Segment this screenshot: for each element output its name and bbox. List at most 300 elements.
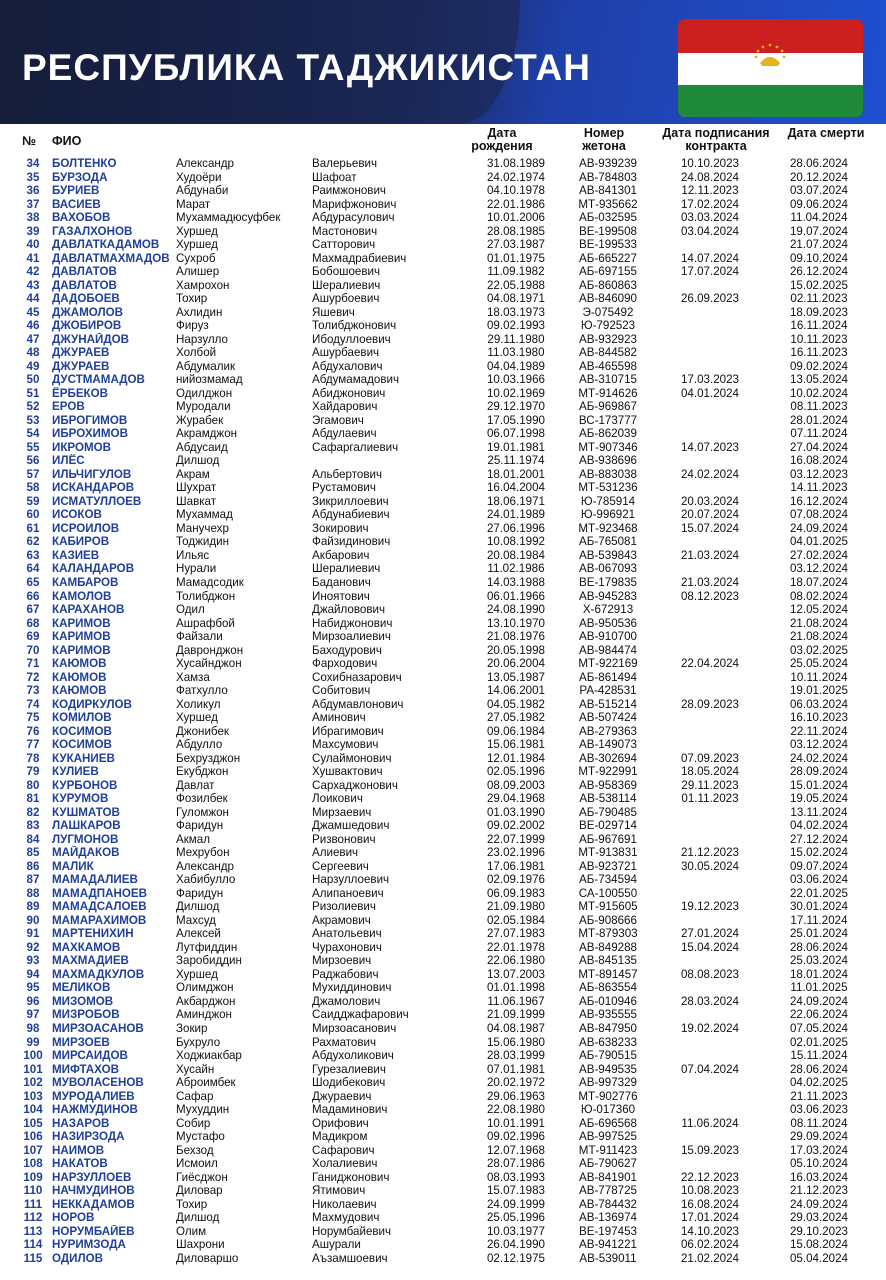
patronymic: Акрамович bbox=[312, 913, 371, 927]
first-name: Фируз bbox=[176, 319, 209, 333]
table-row bbox=[14, 927, 870, 941]
row-number: 105 bbox=[23, 1116, 43, 1130]
last-name: ИСРОИЛОВ bbox=[52, 521, 120, 535]
patronymic: Ризолиевич bbox=[312, 900, 376, 914]
patronymic: Раимжонович bbox=[312, 184, 386, 198]
death-date: 29.10.2023 bbox=[789, 1224, 849, 1238]
col-header-death: Дата смерти bbox=[787, 126, 865, 140]
row-number: 50 bbox=[26, 373, 40, 387]
last-name: КАЮМОВ bbox=[52, 670, 107, 684]
token-number: АВ-149073 bbox=[578, 738, 637, 752]
death-date: 30.01.2024 bbox=[789, 900, 849, 914]
contract-date: 14.07.2023 bbox=[680, 440, 740, 454]
death-date: 15.02.2025 bbox=[789, 278, 849, 292]
patronymic: Баходурович bbox=[312, 643, 382, 657]
contract-date bbox=[652, 427, 768, 441]
row-number: 44 bbox=[26, 292, 40, 306]
table-row bbox=[14, 968, 870, 982]
patronymic: Абдунабиевич bbox=[312, 508, 390, 522]
first-name: Фозилбек bbox=[176, 792, 228, 806]
table-row bbox=[14, 1171, 870, 1185]
death-date: 11.04.2024 bbox=[790, 211, 848, 225]
birth-date: 22.01.1986 bbox=[486, 197, 546, 211]
table-row bbox=[14, 806, 870, 820]
contract-date bbox=[652, 671, 768, 685]
patronymic: Мадаминович bbox=[312, 1103, 388, 1117]
patronymic: Альбертович bbox=[312, 467, 382, 481]
last-name: ДЖУРАЕВ bbox=[52, 359, 110, 373]
row-number: 48 bbox=[26, 346, 40, 360]
death-date: 22.01.2025 bbox=[789, 886, 849, 900]
first-name: Сафар bbox=[176, 1089, 214, 1103]
last-name: КУЛИЕВ bbox=[52, 765, 99, 779]
last-name: ИСОКОВ bbox=[52, 508, 102, 522]
col-header-token: Номер жетона bbox=[582, 126, 626, 153]
patronymic: Ятимович bbox=[312, 1184, 366, 1198]
last-name: ВАХОБОВ bbox=[52, 211, 111, 225]
death-date: 09.10.2024 bbox=[789, 251, 849, 265]
table-row bbox=[14, 252, 870, 266]
casualty-table bbox=[14, 157, 870, 1265]
death-date: 22.06.2024 bbox=[789, 1008, 849, 1022]
row-number: 70 bbox=[26, 643, 40, 657]
birth-date: 09.02.1996 bbox=[486, 1130, 546, 1144]
first-name: Файзали bbox=[176, 630, 223, 644]
contract-date: 21.03.2024 bbox=[680, 548, 740, 562]
contract-date: 22.04.2024 bbox=[680, 657, 740, 671]
token-number: АВ-923721 bbox=[578, 859, 637, 873]
patronymic: Абиджонович bbox=[312, 386, 386, 400]
birth-date: 06.09.1983 bbox=[486, 886, 546, 900]
table-row bbox=[14, 306, 870, 320]
last-name: ЛУГМОНОВ bbox=[52, 832, 119, 846]
contract-date bbox=[652, 630, 768, 644]
birth-date: 27.05.1982 bbox=[486, 711, 546, 725]
row-number: 73 bbox=[26, 684, 40, 698]
death-date: 28.01.2024 bbox=[789, 413, 849, 427]
token-number: АВ-939239 bbox=[578, 157, 637, 170]
token-number: АВ-302694 bbox=[578, 751, 637, 765]
contract-date bbox=[652, 1090, 768, 1104]
row-number: 77 bbox=[26, 738, 40, 752]
header-banner bbox=[0, 0, 886, 124]
last-name: КОСИМОВ bbox=[52, 724, 112, 738]
contract-date: 28.09.2023 bbox=[680, 697, 740, 711]
patronymic: Махсумович bbox=[312, 738, 379, 752]
death-date: 14.11.2023 bbox=[790, 481, 848, 495]
death-date: 06.03.2024 bbox=[789, 697, 849, 711]
patronymic: Шодибекович bbox=[312, 1076, 386, 1090]
token-number: АБ-697155 bbox=[579, 265, 637, 279]
first-name: Хусайнджон bbox=[176, 657, 242, 671]
contract-date: 06.02.2024 bbox=[680, 1238, 740, 1252]
table-row bbox=[14, 292, 870, 306]
death-date: 03.07.2024 bbox=[789, 184, 849, 198]
first-name: Абдусаид bbox=[176, 440, 228, 454]
patronymic: Алипаноевич bbox=[312, 886, 384, 900]
patronymic: Мастонович bbox=[312, 224, 378, 238]
last-name: БОЛТЕНКО bbox=[52, 157, 117, 170]
birth-date: 10.03.1966 bbox=[486, 373, 546, 387]
birth-date: 17.05.1990 bbox=[486, 413, 546, 427]
birth-date: 01.01.1998 bbox=[486, 981, 546, 995]
death-date: 17.03.2024 bbox=[789, 1143, 849, 1157]
birth-date: 02.05.1996 bbox=[486, 765, 546, 779]
contract-date: 21.12.2023 bbox=[680, 846, 740, 860]
contract-date bbox=[652, 333, 768, 347]
contract-date bbox=[652, 319, 768, 333]
last-name: ДЖАМОЛОВ bbox=[52, 305, 124, 319]
contract-date: 07.09.2023 bbox=[680, 751, 740, 765]
row-number: 62 bbox=[26, 535, 40, 549]
row-number: 83 bbox=[26, 819, 40, 833]
table-row bbox=[14, 414, 870, 428]
token-number: МТ-531236 bbox=[578, 481, 638, 495]
birth-date: 10.08.1992 bbox=[486, 535, 546, 549]
birth-date: 29.06.1963 bbox=[486, 1089, 546, 1103]
contract-date bbox=[652, 806, 768, 820]
table-row bbox=[14, 603, 870, 617]
first-name: Мухаммадюсуфбек bbox=[176, 211, 281, 225]
table-row bbox=[14, 184, 870, 198]
contract-date bbox=[652, 454, 768, 468]
last-name: ДАВЛАТОВ bbox=[52, 278, 117, 292]
last-name: ДАДОБОЕВ bbox=[52, 292, 120, 306]
table-row bbox=[14, 630, 870, 644]
birth-date: 02.12.1975 bbox=[486, 1251, 546, 1265]
token-number: АВ-279363 bbox=[578, 724, 637, 738]
first-name: Аминджон bbox=[176, 1008, 232, 1022]
first-name: Тоджидин bbox=[176, 535, 230, 549]
row-number: 115 bbox=[23, 1251, 43, 1265]
contract-date bbox=[652, 833, 768, 847]
table-row bbox=[14, 373, 870, 387]
first-name: Собир bbox=[176, 1116, 211, 1130]
table-row bbox=[14, 495, 870, 509]
death-date: 29.09.2024 bbox=[789, 1130, 849, 1144]
table-row bbox=[14, 684, 870, 698]
patronymic: Джамолович bbox=[312, 994, 381, 1008]
last-name: ВАСИЕВ bbox=[52, 197, 101, 211]
first-name: Холбой bbox=[176, 346, 217, 360]
table-row bbox=[14, 360, 870, 374]
row-number: 76 bbox=[26, 724, 40, 738]
contract-date bbox=[652, 873, 768, 887]
last-name: ДЖУНАЙДОВ bbox=[52, 332, 129, 346]
contract-date: 20.03.2024 bbox=[680, 494, 740, 508]
table-row bbox=[14, 400, 870, 414]
death-date: 25.03.2024 bbox=[789, 954, 849, 968]
table-row bbox=[14, 1022, 870, 1036]
first-name: Алексей bbox=[176, 927, 221, 941]
col-header-num: № bbox=[22, 134, 36, 148]
table-row bbox=[14, 779, 870, 793]
last-name: НОРУМБАЙЕВ bbox=[52, 1224, 135, 1238]
row-number: 113 bbox=[23, 1224, 43, 1238]
token-number: РА-428531 bbox=[579, 684, 637, 698]
first-name: Бехзод bbox=[176, 1143, 214, 1157]
row-number: 58 bbox=[26, 481, 40, 495]
first-name: Сухроб bbox=[176, 251, 216, 265]
death-date: 10.02.2024 bbox=[789, 386, 849, 400]
death-date: 05.04.2024 bbox=[789, 1251, 849, 1265]
table-row bbox=[14, 535, 870, 549]
contract-date bbox=[652, 535, 768, 549]
first-name: Холикул bbox=[176, 697, 221, 711]
last-name: ГАЗАЛХОНОВ bbox=[52, 224, 133, 238]
last-name: БУРИЕВ bbox=[52, 184, 100, 198]
token-number: МТ-902776 bbox=[578, 1089, 638, 1103]
death-date: 28.09.2024 bbox=[789, 765, 849, 779]
token-number: АБ-860863 bbox=[579, 278, 637, 292]
row-number: 52 bbox=[26, 400, 40, 414]
table-row bbox=[14, 981, 870, 995]
last-name: МУРОДАЛИЕВ bbox=[52, 1089, 135, 1103]
last-name: КАБИРОВ bbox=[52, 535, 110, 549]
row-number: 56 bbox=[26, 454, 40, 468]
token-number: АВ-846090 bbox=[578, 292, 637, 306]
patronymic: Махмадрабиевич bbox=[312, 251, 407, 265]
contract-date: 27.01.2024 bbox=[680, 927, 740, 941]
row-number: 111 bbox=[23, 1197, 43, 1211]
contract-date: 17.02.2024 bbox=[680, 197, 740, 211]
contract-date bbox=[652, 617, 768, 631]
row-number: 108 bbox=[23, 1157, 43, 1171]
death-date: 27.12.2024 bbox=[789, 832, 849, 846]
table-row bbox=[14, 819, 870, 833]
token-number: МТ-891457 bbox=[578, 967, 638, 981]
first-name: Абдумалик bbox=[176, 359, 236, 373]
contract-date bbox=[652, 1008, 768, 1022]
token-number: АВ-844582 bbox=[578, 346, 637, 360]
first-name: Олимджон bbox=[176, 981, 234, 995]
birth-date: 15.06.1980 bbox=[486, 1035, 546, 1049]
first-name: Хуршед bbox=[176, 224, 218, 238]
contract-date bbox=[652, 238, 768, 252]
death-date: 24.09.2024 bbox=[789, 994, 849, 1008]
page-title: РЕСПУБЛИКА ТАДЖИКИСТАН bbox=[22, 47, 591, 88]
row-number: 55 bbox=[26, 440, 40, 454]
token-number: АБ-790485 bbox=[579, 805, 637, 819]
birth-date: 22.08.1980 bbox=[486, 1103, 546, 1117]
first-name: Муродали bbox=[176, 400, 231, 414]
contract-date bbox=[652, 562, 768, 576]
table-row bbox=[14, 1198, 870, 1212]
row-number: 57 bbox=[26, 467, 40, 481]
contract-date: 18.05.2024 bbox=[680, 765, 740, 779]
contract-date bbox=[652, 400, 768, 414]
first-name: Аброимбек bbox=[176, 1076, 236, 1090]
contract-date: 03.04.2024 bbox=[680, 224, 740, 238]
last-name: КАРИМОВ bbox=[52, 616, 111, 630]
last-name: КОДИРКУЛОВ bbox=[52, 697, 132, 711]
first-name: нийозмамад bbox=[176, 373, 243, 387]
patronymic: Ашурбаевич bbox=[312, 346, 380, 360]
table-row bbox=[14, 792, 870, 806]
birth-date: 10.01.1991 bbox=[486, 1116, 546, 1130]
patronymic: Ганиджонович bbox=[312, 1170, 390, 1184]
birth-date: 21.09.1999 bbox=[486, 1008, 546, 1022]
col-header-contract: Дата подписания контракта bbox=[662, 126, 770, 153]
table-row bbox=[14, 1225, 870, 1239]
token-number: АВ-849288 bbox=[578, 940, 637, 954]
token-number: АВ-067093 bbox=[578, 562, 637, 576]
death-date: 10.11.2023 bbox=[790, 332, 848, 346]
death-date: 03.06.2024 bbox=[789, 873, 849, 887]
first-name: Екубджон bbox=[176, 765, 229, 779]
contract-date bbox=[652, 914, 768, 928]
patronymic: Фарходович bbox=[312, 657, 378, 671]
death-date: 03.12.2023 bbox=[789, 467, 849, 481]
table-row bbox=[14, 765, 870, 779]
death-date: 09.06.2024 bbox=[789, 197, 849, 211]
last-name: МЕЛИКОВ bbox=[52, 981, 111, 995]
first-name: Бехрузджон bbox=[176, 751, 241, 765]
token-number: АБ-861494 bbox=[579, 670, 637, 684]
table-row bbox=[14, 1238, 870, 1252]
table-row bbox=[14, 576, 870, 590]
first-name: Нарзулло bbox=[176, 332, 228, 346]
first-name: Исмоил bbox=[176, 1157, 218, 1171]
first-name: Худоёри bbox=[176, 170, 222, 184]
last-name: ЁРБЕКОВ bbox=[52, 386, 109, 400]
token-number: ВС-173777 bbox=[578, 413, 638, 427]
patronymic: Аъзамшоевич bbox=[312, 1251, 388, 1265]
contract-date bbox=[652, 887, 768, 901]
last-name: ИСМАТУЛЛОЕВ bbox=[52, 494, 142, 508]
patronymic: Шафоат bbox=[312, 170, 357, 184]
patronymic: Орифович bbox=[312, 1116, 369, 1130]
patronymic: Сулаймонович bbox=[312, 751, 392, 765]
token-number: АВ-950536 bbox=[578, 616, 637, 630]
contract-date: 08.12.2023 bbox=[680, 589, 740, 603]
patronymic: Сохибназарович bbox=[312, 670, 402, 684]
row-number: 36 bbox=[26, 184, 40, 198]
last-name: ЕРОВ bbox=[52, 400, 85, 414]
contract-date bbox=[652, 1130, 768, 1144]
birth-date: 22.06.1980 bbox=[486, 954, 546, 968]
death-date: 03.06.2023 bbox=[789, 1103, 849, 1117]
first-name: Хабибулло bbox=[176, 873, 236, 887]
death-date: 27.02.2024 bbox=[789, 548, 849, 562]
table-row bbox=[14, 617, 870, 631]
birth-date: 10.03.1977 bbox=[486, 1224, 546, 1238]
death-date: 05.10.2024 bbox=[789, 1157, 849, 1171]
table-row bbox=[14, 1103, 870, 1117]
last-name: МАМАДАЛИЕВ bbox=[52, 873, 138, 887]
token-number: МТ-922169 bbox=[578, 657, 638, 671]
table-row bbox=[14, 225, 870, 239]
table-row bbox=[14, 1211, 870, 1225]
patronymic: Махмудович bbox=[312, 1211, 380, 1225]
birth-date: 10.02.1969 bbox=[486, 386, 546, 400]
last-name: ИСКАНДАРОВ bbox=[52, 481, 135, 495]
patronymic: Зокирович bbox=[312, 521, 369, 535]
row-number: 84 bbox=[26, 832, 40, 846]
patronymic: Иноятович bbox=[312, 589, 370, 603]
birth-date: 22.05.1988 bbox=[486, 278, 546, 292]
row-number: 39 bbox=[26, 224, 40, 238]
table-row bbox=[14, 1130, 870, 1144]
death-date: 24.09.2024 bbox=[789, 1197, 849, 1211]
patronymic: Аминович bbox=[312, 711, 366, 725]
row-number: 49 bbox=[26, 359, 40, 373]
first-name: Мустафо bbox=[176, 1130, 225, 1144]
death-date: 28.06.2024 bbox=[789, 1062, 849, 1076]
table-row bbox=[14, 427, 870, 441]
first-name: Алишер bbox=[176, 265, 220, 279]
contract-date bbox=[652, 360, 768, 374]
first-name: Диловаршо bbox=[176, 1251, 239, 1265]
last-name: НЕККАДАМОВ bbox=[52, 1197, 135, 1211]
death-date: 08.11.2023 bbox=[790, 400, 848, 414]
last-name: КАРАХАНОВ bbox=[52, 603, 125, 617]
row-number: 104 bbox=[23, 1103, 43, 1117]
patronymic: Валерьевич bbox=[312, 157, 378, 170]
birth-date: 08.03.1993 bbox=[486, 1170, 546, 1184]
token-number: АВ-784432 bbox=[578, 1197, 637, 1211]
patronymic: Чурахонович bbox=[312, 940, 382, 954]
patronymic: Лоикович bbox=[312, 792, 363, 806]
first-name: Мехрубон bbox=[176, 846, 230, 860]
birth-date: 06.07.1998 bbox=[486, 427, 546, 441]
birth-date: 01.01.1975 bbox=[486, 251, 546, 265]
first-name: Фаридун bbox=[176, 886, 224, 900]
contract-date: 26.09.2023 bbox=[680, 292, 740, 306]
last-name: ДАВЛАТМАХМАДОВ bbox=[52, 251, 170, 265]
contract-date: 29.11.2023 bbox=[681, 778, 739, 792]
token-number: АБ-010946 bbox=[579, 994, 637, 1008]
birth-date: 06.01.1966 bbox=[486, 589, 546, 603]
table-row bbox=[14, 644, 870, 658]
token-number: АВ-784803 bbox=[578, 170, 637, 184]
token-number: АВ-778725 bbox=[578, 1184, 637, 1198]
death-date: 28.06.2024 bbox=[789, 940, 849, 954]
token-number: АВ-136974 bbox=[578, 1211, 637, 1225]
first-name: Нурали bbox=[176, 562, 217, 576]
token-number: Х-672913 bbox=[582, 603, 634, 617]
first-name: Одил bbox=[176, 603, 205, 617]
birth-date: 31.08.1989 bbox=[486, 157, 546, 170]
first-name: Абдунаби bbox=[176, 184, 229, 198]
row-number: 71 bbox=[26, 657, 40, 671]
contract-date: 17.07.2024 bbox=[680, 265, 740, 279]
patronymic: Яшевич bbox=[312, 305, 355, 319]
table-row bbox=[14, 1144, 870, 1158]
last-name: МАХМАДКУЛОВ bbox=[52, 967, 145, 981]
last-name: ИБРОГИМОВ bbox=[52, 413, 128, 427]
first-name: Заробиддин bbox=[176, 954, 242, 968]
contract-date bbox=[652, 725, 768, 739]
row-number: 91 bbox=[26, 927, 40, 941]
table-row bbox=[14, 657, 870, 671]
table-row bbox=[14, 711, 870, 725]
row-number: 68 bbox=[26, 616, 40, 630]
patronymic: Собитович bbox=[312, 684, 371, 698]
patronymic: Гурезалиевич bbox=[312, 1062, 386, 1076]
last-name: КУКАНИЕВ bbox=[52, 751, 115, 765]
table-row bbox=[14, 954, 870, 968]
first-name: Абдулло bbox=[176, 738, 223, 752]
row-number: 103 bbox=[23, 1089, 43, 1103]
table-row bbox=[14, 752, 870, 766]
patronymic: Баданович bbox=[312, 575, 371, 589]
birth-date: 29.12.1970 bbox=[486, 400, 546, 414]
death-date: 20.12.2024 bbox=[789, 170, 849, 184]
contract-date bbox=[652, 1157, 768, 1171]
contract-date bbox=[652, 1076, 768, 1090]
contract-date bbox=[652, 644, 768, 658]
